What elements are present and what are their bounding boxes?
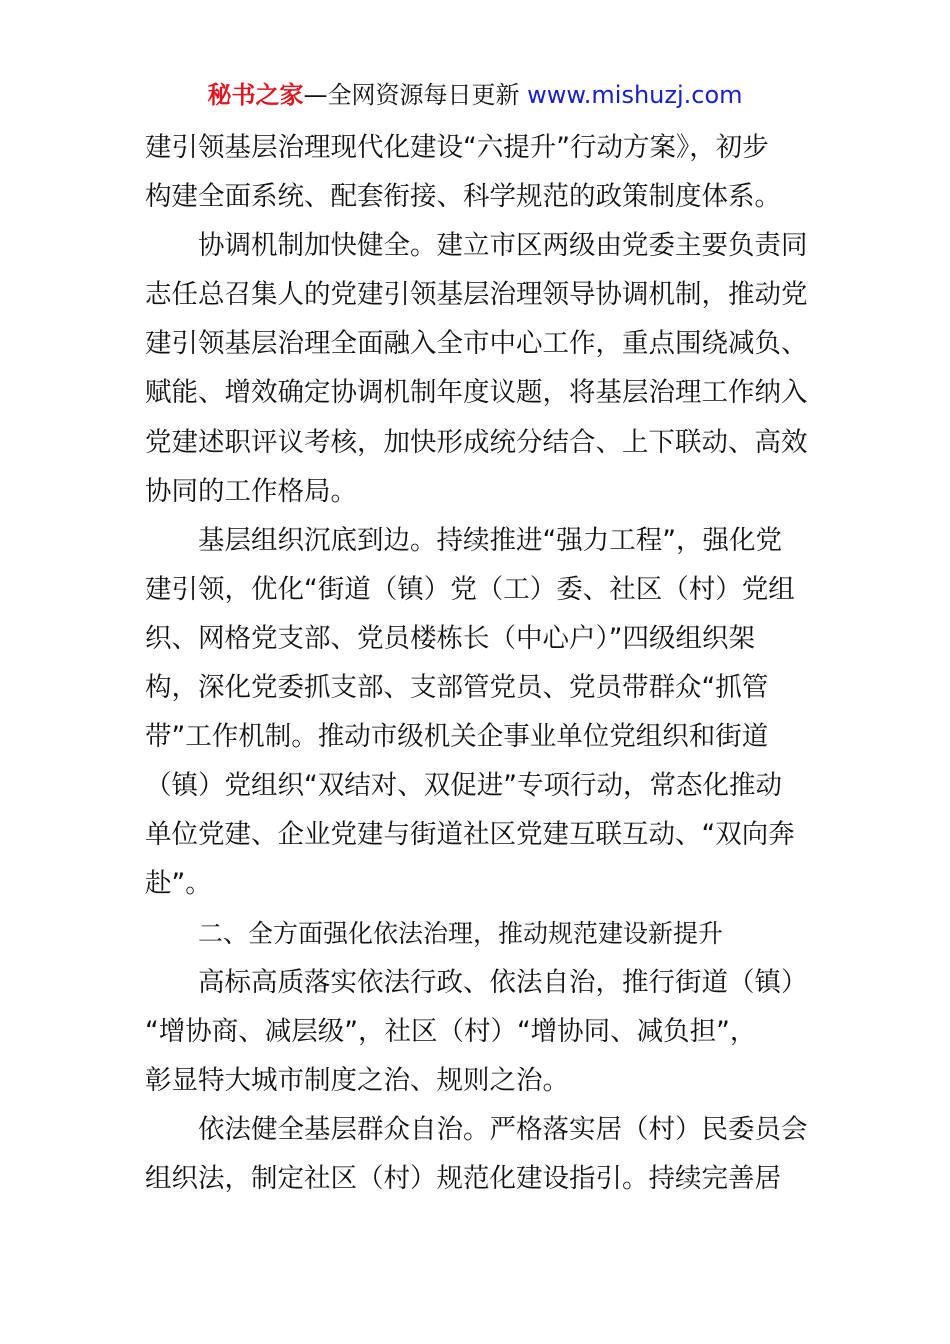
text-line: 建引领基层治理全面融入全市中心工作，重点围绕减负、 xyxy=(145,328,808,360)
text-line: 带”工作机制。推动市级机关企事业单位党组织和街道 xyxy=(145,721,769,753)
text-line: 协同的工作格局。 xyxy=(145,475,357,507)
section-heading: 二、全方面强化依法治理，推动规范建设新提升 xyxy=(198,918,724,948)
site-tagline: —全网资源每日更新 xyxy=(303,81,528,109)
text-line: 构，深化党委抓支部、支部管党员、党员带群众“抓管 xyxy=(145,672,769,704)
paragraph-start-line: 高标高质落实依法行政、依法自治，推行街道（镇） xyxy=(198,966,808,998)
paragraph-start-line: 基层组织沉底到边。持续推进“强力工程”，强化党 xyxy=(198,524,782,556)
text-line: 赴”。 xyxy=(145,868,212,900)
document-body xyxy=(145,123,807,1203)
text-line: 党建述职评议考核，加快形成统分结合、上下联动、高效 xyxy=(145,426,808,458)
text-line: 织、网格党支部、党员楼栋长（中心户）”四级组织架 xyxy=(145,622,755,654)
text-line: “增协商、减层级”，社区（村）“增协同、减负担”， xyxy=(145,1015,757,1047)
text-line: 赋能、增效确定协调机制年度议题，将基层治理工作纳入 xyxy=(145,377,808,409)
text-line: 彰显特大城市制度之治、规则之治。 xyxy=(145,1064,569,1096)
text-line: （镇）党组织“双结对、双促进”专项行动，常态化推动 xyxy=(145,770,782,802)
site-brand: 秘书之家 xyxy=(207,81,304,109)
text-line: 建引领基层治理现代化建设“六提升”行动方案》，初步 xyxy=(145,132,769,163)
site-url-link[interactable]: www.mishuzj.com xyxy=(527,81,743,109)
text-line: 组织法，制定社区（村）规范化建设指引。持续完善居 xyxy=(145,1162,781,1194)
site-header xyxy=(0,78,950,112)
text-line: 建引领，优化“街道（镇）党（工）委、社区（村）党组 xyxy=(145,573,795,605)
text-line: 志任总召集人的党建引领基层治理领导协调机制，推动党 xyxy=(145,279,808,311)
text-line: 构建全面系统、配套衔接、科学规范的政策制度体系。 xyxy=(145,181,781,213)
text-line: 单位党建、企业党建与街道社区党建互联互动、“双向奔 xyxy=(145,819,795,851)
paragraph-start-line: 协调机制加快健全。建立市区两级由党委主要负责同 xyxy=(198,230,808,262)
paragraph-start-line: 依法健全基层群众自治。严格落实居（村）民委员会 xyxy=(198,1113,808,1145)
